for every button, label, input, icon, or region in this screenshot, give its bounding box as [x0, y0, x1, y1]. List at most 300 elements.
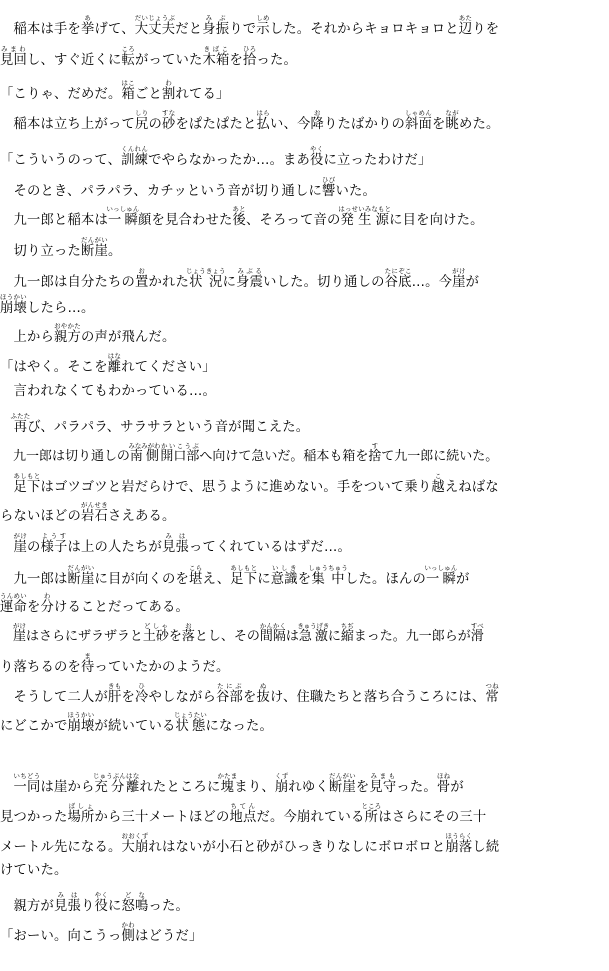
ruby-base: 落: [181, 629, 195, 644]
text-run: えねばな: [444, 479, 499, 495]
text-line: [0, 532, 600, 555]
text-run: に: [108, 898, 122, 914]
text-run: めた。: [458, 116, 500, 132]
ruby-reading: がけ: [12, 622, 26, 630]
text-run: 稲本は立ち上がって: [0, 116, 135, 132]
text-run: 顔を見合わせた: [137, 212, 233, 228]
ruby-word: [10, 412, 31, 435]
ruby-reading: ひ: [134, 682, 149, 690]
ruby-word: [310, 109, 324, 132]
ruby-reading: みは: [161, 532, 189, 540]
ruby-base: 分: [40, 599, 55, 615]
ruby-word: [160, 442, 200, 464]
ruby-base: 所: [361, 809, 382, 825]
text-line: [0, 45, 600, 68]
ruby-word: [106, 205, 140, 228]
ruby-word: [0, 45, 28, 68]
text-run: が: [455, 571, 470, 587]
text-run: りを: [472, 21, 500, 37]
text-run: 九一郎は切り通しの: [0, 449, 130, 464]
text-run: 「こういうのって、: [0, 152, 122, 168]
text-run: は崖から: [40, 779, 95, 795]
ruby-word: [202, 45, 230, 68]
ruby-reading: がんせき: [80, 501, 108, 509]
ruby-base: 再: [10, 419, 31, 435]
text-run: いた。: [335, 183, 376, 199]
text-run: れはないが小石と砂がひっきりなしにボロボロと: [148, 839, 446, 855]
text-line: [0, 293, 600, 316]
ruby-reading: ほね: [436, 772, 451, 780]
ruby-base: 見張: [161, 539, 189, 555]
ruby-reading: あしもと: [13, 472, 41, 480]
ruby-word: [424, 564, 458, 587]
ruby-reading: おやかた: [54, 322, 81, 330]
text-line: [0, 176, 600, 199]
ruby-reading: ひび: [321, 176, 336, 184]
text-run: け、住職たちと落ち合うころには、: [269, 689, 486, 705]
ruby-word: [93, 772, 127, 795]
text-run: が続いている: [94, 718, 176, 734]
ruby-base: 崩落: [445, 839, 473, 855]
text-run: て九一郎に続いた。: [381, 449, 499, 464]
text-run: っていたかのようだ。: [94, 659, 230, 675]
ruby-reading: ほうらく: [445, 832, 473, 840]
ruby-word: [13, 472, 41, 495]
ruby-reading: あ: [80, 14, 95, 22]
ruby-base: 置: [134, 274, 149, 290]
ruby-reading: あしもと: [230, 564, 258, 572]
ruby-base: 木箱: [202, 52, 230, 68]
text-run: かれた: [148, 274, 189, 290]
ruby-word: [13, 532, 28, 555]
ruby-word: [40, 532, 68, 555]
ruby-reading: がけ: [13, 532, 27, 540]
ruby-word: [0, 293, 28, 316]
ruby-base: 足下: [230, 571, 258, 587]
ruby-base: 場所: [67, 809, 95, 825]
ruby-base: 様子: [40, 539, 68, 555]
ruby-word: [54, 891, 82, 914]
text-line: [0, 802, 600, 825]
text-run: したら…。: [27, 300, 95, 316]
ruby-reading: たにぞこ: [384, 267, 412, 275]
text-run: に: [327, 629, 341, 644]
ruby-reading: しゅうちゅう: [308, 564, 348, 572]
ruby-base: 一瞬: [424, 571, 458, 587]
ruby-reading: じゅうぶん: [93, 772, 127, 780]
ruby-base: 崩壊: [67, 718, 95, 734]
ruby-base: 状態: [173, 718, 207, 734]
ruby-base: 示: [256, 21, 270, 37]
ruby-word: [310, 145, 324, 168]
ruby-reading: す: [368, 442, 382, 450]
ruby-reading: しゃめん: [404, 109, 432, 117]
ruby-base: 転: [121, 52, 135, 68]
text-run: …。今: [411, 274, 453, 290]
ruby-word: [230, 564, 258, 587]
ruby-base: 南側: [128, 449, 161, 464]
ruby-base: 断崖: [80, 243, 108, 259]
ruby-reading: どしゃ: [142, 622, 169, 630]
ruby-reading: みぶる: [236, 267, 264, 275]
ruby-base: 拾: [242, 52, 257, 68]
ruby-base: 崖: [12, 629, 26, 644]
ruby-word: [121, 832, 149, 855]
ruby-reading: お: [134, 267, 149, 275]
ruby-base: 塊: [217, 779, 238, 795]
ruby-word: [470, 622, 484, 644]
ruby-reading: つね: [485, 682, 499, 690]
ruby-base: 一同: [13, 779, 41, 795]
ruby-base: 充分: [93, 779, 126, 795]
text-run: び、パラパラ、サラサラという音が聞こえた。: [27, 419, 310, 435]
ruby-base: 捨: [368, 449, 382, 464]
text-run: になった。: [205, 718, 273, 734]
ruby-reading: すな: [161, 109, 176, 117]
ruby-base: 身振: [202, 21, 230, 37]
ruby-word: [173, 711, 207, 734]
text-line: [0, 79, 600, 102]
ruby-word: [369, 772, 397, 795]
ruby-reading: ちぢ: [340, 622, 354, 630]
ruby-reading: みは: [54, 891, 82, 899]
ruby-word: [485, 682, 499, 705]
ruby-word: [134, 267, 149, 290]
text-run: れゆく: [288, 779, 329, 795]
ruby-base: 断崖: [67, 571, 95, 587]
ruby-word: [256, 14, 270, 37]
text-line: [0, 711, 600, 734]
text-run: がっていた: [134, 52, 203, 68]
text-run: へ向けて急いだ。稲本も箱を: [199, 449, 369, 464]
text-run: に立ったわけだ」: [323, 152, 432, 168]
text-run: った。: [396, 779, 437, 795]
ruby-word: [80, 501, 108, 524]
ruby-base: 開口部: [160, 449, 200, 464]
text-run: し、すぐ近くに: [27, 52, 122, 68]
ruby-base: 急激: [297, 629, 330, 644]
ruby-base: 崖: [452, 274, 466, 290]
text-run: の: [148, 116, 162, 132]
ruby-reading: ころ: [121, 45, 135, 53]
ruby-base: 岩石: [80, 508, 108, 524]
ruby-word: [121, 891, 149, 914]
text-line: [0, 862, 600, 878]
ruby-reading: ぬ: [256, 682, 270, 690]
text-run: った。: [256, 52, 297, 68]
text-line: [0, 267, 600, 290]
ruby-reading: お: [310, 109, 324, 117]
text-run: の: [27, 539, 41, 555]
text-run: [0, 539, 14, 555]
ruby-word: [232, 205, 246, 228]
ruby-word: [161, 79, 176, 102]
text-run: まり、: [234, 779, 275, 795]
ruby-word: [202, 14, 230, 37]
text-run: らないほどの: [0, 508, 81, 524]
text-line: [0, 622, 600, 644]
ruby-reading: すべ: [470, 622, 484, 630]
text-run: はゴツゴツと岩だらけで、思うように進めない。手をついて乗り: [40, 479, 432, 495]
text-run: でやらなかったか…。まあ: [148, 152, 311, 168]
ruby-base: 挙: [80, 21, 95, 37]
text-run: 「はやく。そこを: [0, 359, 108, 375]
ruby-base: 冷: [134, 689, 149, 705]
ruby-base: 後: [232, 212, 246, 228]
ruby-word: [134, 682, 149, 705]
ruby-word: [445, 109, 459, 132]
ruby-base: 意識: [270, 571, 298, 587]
ruby-reading: みなみがわ: [128, 442, 161, 450]
ruby-word: [321, 176, 336, 199]
text-run: りで: [229, 21, 257, 37]
ruby-reading: みまわ: [0, 45, 27, 53]
ruby-reading: じょうきょう: [186, 267, 226, 275]
ruby-reading: かんかく: [259, 622, 286, 630]
ruby-base: 怒鳴: [121, 898, 149, 914]
ruby-reading: きゅうげき: [297, 622, 330, 630]
text-line: [0, 109, 600, 132]
ruby-base: 堪: [188, 571, 203, 587]
ruby-reading: だんがい: [67, 564, 95, 572]
ruby-word: [217, 772, 238, 795]
text-line: [0, 682, 600, 705]
ruby-base: 役: [94, 898, 109, 914]
ruby-reading: はな: [125, 772, 140, 780]
ruby-word: [161, 532, 189, 555]
ruby-reading: おおくず: [121, 832, 149, 840]
text-line: [0, 322, 600, 345]
text-run: 九一郎は自分たちの: [0, 274, 135, 290]
text-run: いした。切り通しの: [263, 274, 385, 290]
ruby-reading: ちてん: [229, 802, 257, 810]
text-run: い、今: [269, 116, 311, 132]
ruby-reading: あと: [232, 205, 246, 213]
ruby-reading: こ: [431, 472, 445, 480]
ruby-word: [134, 109, 149, 132]
text-line: [0, 592, 600, 615]
text-run: とし、その: [194, 629, 260, 644]
text-run: った。: [148, 898, 190, 914]
ruby-reading: はこ: [121, 79, 135, 87]
ruby-reading: ま: [80, 652, 95, 660]
ruby-reading: いっしゅん: [424, 564, 458, 572]
text-run: を: [297, 571, 312, 587]
text-run: は上の人たちが: [67, 539, 162, 555]
ruby-word: [125, 772, 140, 795]
ruby-word: [274, 772, 289, 795]
ruby-word: [452, 267, 466, 290]
text-run: まった。九一郎らが: [353, 629, 471, 644]
text-run: [0, 779, 14, 795]
text-line: [0, 14, 600, 37]
ruby-base: 眺: [445, 116, 459, 132]
ruby-reading: しり: [134, 109, 149, 117]
ruby-base: 見守: [369, 779, 397, 795]
text-run: を: [121, 689, 135, 705]
ruby-base: 待: [80, 659, 95, 675]
text-line: [0, 383, 600, 399]
ruby-reading: はな: [107, 352, 122, 360]
ruby-reading: ばしょ: [67, 802, 95, 810]
ruby-word: [368, 442, 382, 464]
text-run: れてください」: [121, 359, 216, 375]
text-run: を: [168, 629, 182, 644]
ruby-base: 役: [310, 152, 324, 168]
text-run: はどうだ」: [134, 928, 203, 944]
ruby-base: 大丈夫: [134, 21, 176, 37]
ruby-reading: ほうかい: [67, 711, 95, 719]
ruby-reading: あた: [458, 14, 473, 22]
ruby-reading: やく: [94, 891, 108, 899]
ruby-base: 一瞬: [106, 212, 140, 228]
ruby-base: 骨: [436, 779, 451, 795]
ruby-word: [67, 711, 95, 734]
ruby-reading: こら: [188, 564, 203, 572]
ruby-reading: ようす: [40, 532, 68, 540]
text-run: けることだってある。: [54, 599, 189, 615]
text-line: [0, 501, 600, 524]
ruby-base: 滑: [470, 629, 484, 644]
ruby-reading: ふたた: [10, 412, 31, 420]
text-run: ってくれているはずだ…。: [188, 539, 351, 555]
ruby-reading: どな: [121, 891, 149, 899]
text-run: 九一郎と稲本は: [0, 212, 108, 228]
ruby-base: 足下: [13, 479, 41, 495]
ruby-word: [121, 921, 135, 944]
ruby-base: 抜: [256, 689, 270, 705]
text-line: [0, 891, 600, 914]
text-line: [0, 205, 600, 228]
ruby-reading: じょうたい: [173, 711, 207, 719]
ruby-word: [134, 14, 176, 37]
ruby-word: [121, 45, 135, 68]
text-run: が: [450, 779, 464, 795]
ruby-word: [67, 802, 95, 825]
text-run: はさらにザラザラと: [25, 629, 143, 644]
ruby-base: 尻: [134, 116, 149, 132]
text-run: にどこかで: [0, 718, 68, 734]
text-run: 九一郎は: [0, 571, 68, 587]
ruby-base: 運命: [0, 599, 28, 615]
ruby-word: [181, 622, 195, 644]
ruby-word: [54, 322, 82, 345]
text-line: [0, 352, 600, 375]
text-line: [0, 832, 600, 855]
text-run: 切り立った: [0, 243, 81, 259]
ruby-word: [186, 267, 226, 290]
ruby-word: [80, 652, 95, 675]
text-run: やしながら: [148, 689, 216, 705]
text-run: メートル先になる。: [0, 839, 122, 855]
text-run: だと: [175, 21, 203, 37]
ruby-word: [236, 267, 264, 290]
ruby-reading: わ: [161, 79, 176, 87]
ruby-word: [259, 622, 286, 644]
ruby-reading: きも: [107, 682, 122, 690]
ruby-base: 縮: [340, 629, 354, 644]
ruby-base: 間隔: [259, 629, 286, 644]
text-line: [0, 921, 600, 944]
ruby-word: [458, 14, 473, 37]
ruby-base: 身震: [236, 274, 264, 290]
ruby-base: 離: [125, 779, 140, 795]
text-line: [0, 236, 600, 259]
text-line: [0, 652, 600, 675]
text-run: りたばかりの: [323, 116, 405, 132]
ruby-word: [107, 682, 122, 705]
ruby-word: [340, 622, 354, 644]
text-run: を: [242, 689, 257, 705]
ruby-reading: だんがい: [80, 236, 108, 244]
ruby-reading: はら: [256, 109, 270, 117]
ruby-base: 崩壊: [0, 300, 28, 316]
ruby-word: [384, 267, 412, 290]
text-run: に目を向けた。: [389, 212, 484, 228]
ruby-reading: はっせいみなもと: [338, 205, 392, 213]
text-run: そうして二人が: [0, 689, 108, 705]
text-run: 上から: [0, 329, 55, 345]
ruby-base: 訓練: [121, 152, 149, 168]
ruby-word: [80, 14, 95, 37]
ruby-base: 側: [121, 928, 135, 944]
ruby-base: 大崩: [121, 839, 149, 855]
ruby-word: [80, 236, 108, 259]
ruby-reading: たにぶ: [215, 682, 243, 690]
ruby-word: [121, 79, 135, 102]
ruby-base: 崩: [274, 779, 289, 795]
ruby-word: [308, 564, 348, 587]
text-run: を: [355, 779, 370, 795]
ruby-reading: いちどう: [13, 772, 41, 780]
text-run: に目が向くのを: [94, 571, 189, 587]
text-run: し続: [472, 839, 500, 855]
ruby-word: [338, 205, 392, 228]
ruby-base: 土砂: [142, 629, 169, 644]
text-run: は: [285, 629, 299, 644]
text-line: [0, 564, 600, 587]
ruby-reading: ひろ: [242, 45, 257, 53]
ruby-reading: なが: [445, 109, 459, 117]
text-run: り: [81, 898, 95, 914]
ruby-base: 谷底: [384, 274, 412, 290]
ruby-reading: かわ: [121, 921, 135, 929]
ruby-word: [67, 564, 95, 587]
ruby-base: 見張: [54, 898, 82, 914]
ruby-reading: くず: [274, 772, 289, 780]
text-run: に: [257, 571, 271, 587]
text-run: を: [27, 599, 41, 615]
ruby-word: [215, 682, 243, 705]
ruby-base: 地点: [229, 809, 257, 825]
ruby-base: 越: [431, 479, 445, 495]
text-run: げて、: [94, 21, 135, 37]
ruby-word: [256, 682, 270, 705]
ruby-reading: わ: [40, 592, 55, 600]
ruby-reading: かいこうぶ: [160, 442, 200, 450]
text-run: が: [465, 274, 480, 290]
text-run: だ。今崩れている: [256, 809, 365, 825]
ruby-word: [445, 832, 473, 855]
text-run: はさらにその三十: [378, 809, 487, 825]
text-run: した。ほんの: [344, 571, 426, 587]
ruby-base: 箱: [121, 86, 135, 102]
ruby-base: 集中: [308, 571, 348, 587]
ruby-word: [94, 891, 109, 914]
text-run: さえある。: [107, 508, 176, 524]
ruby-word: [361, 802, 382, 825]
text-run: れてる」: [175, 86, 230, 102]
